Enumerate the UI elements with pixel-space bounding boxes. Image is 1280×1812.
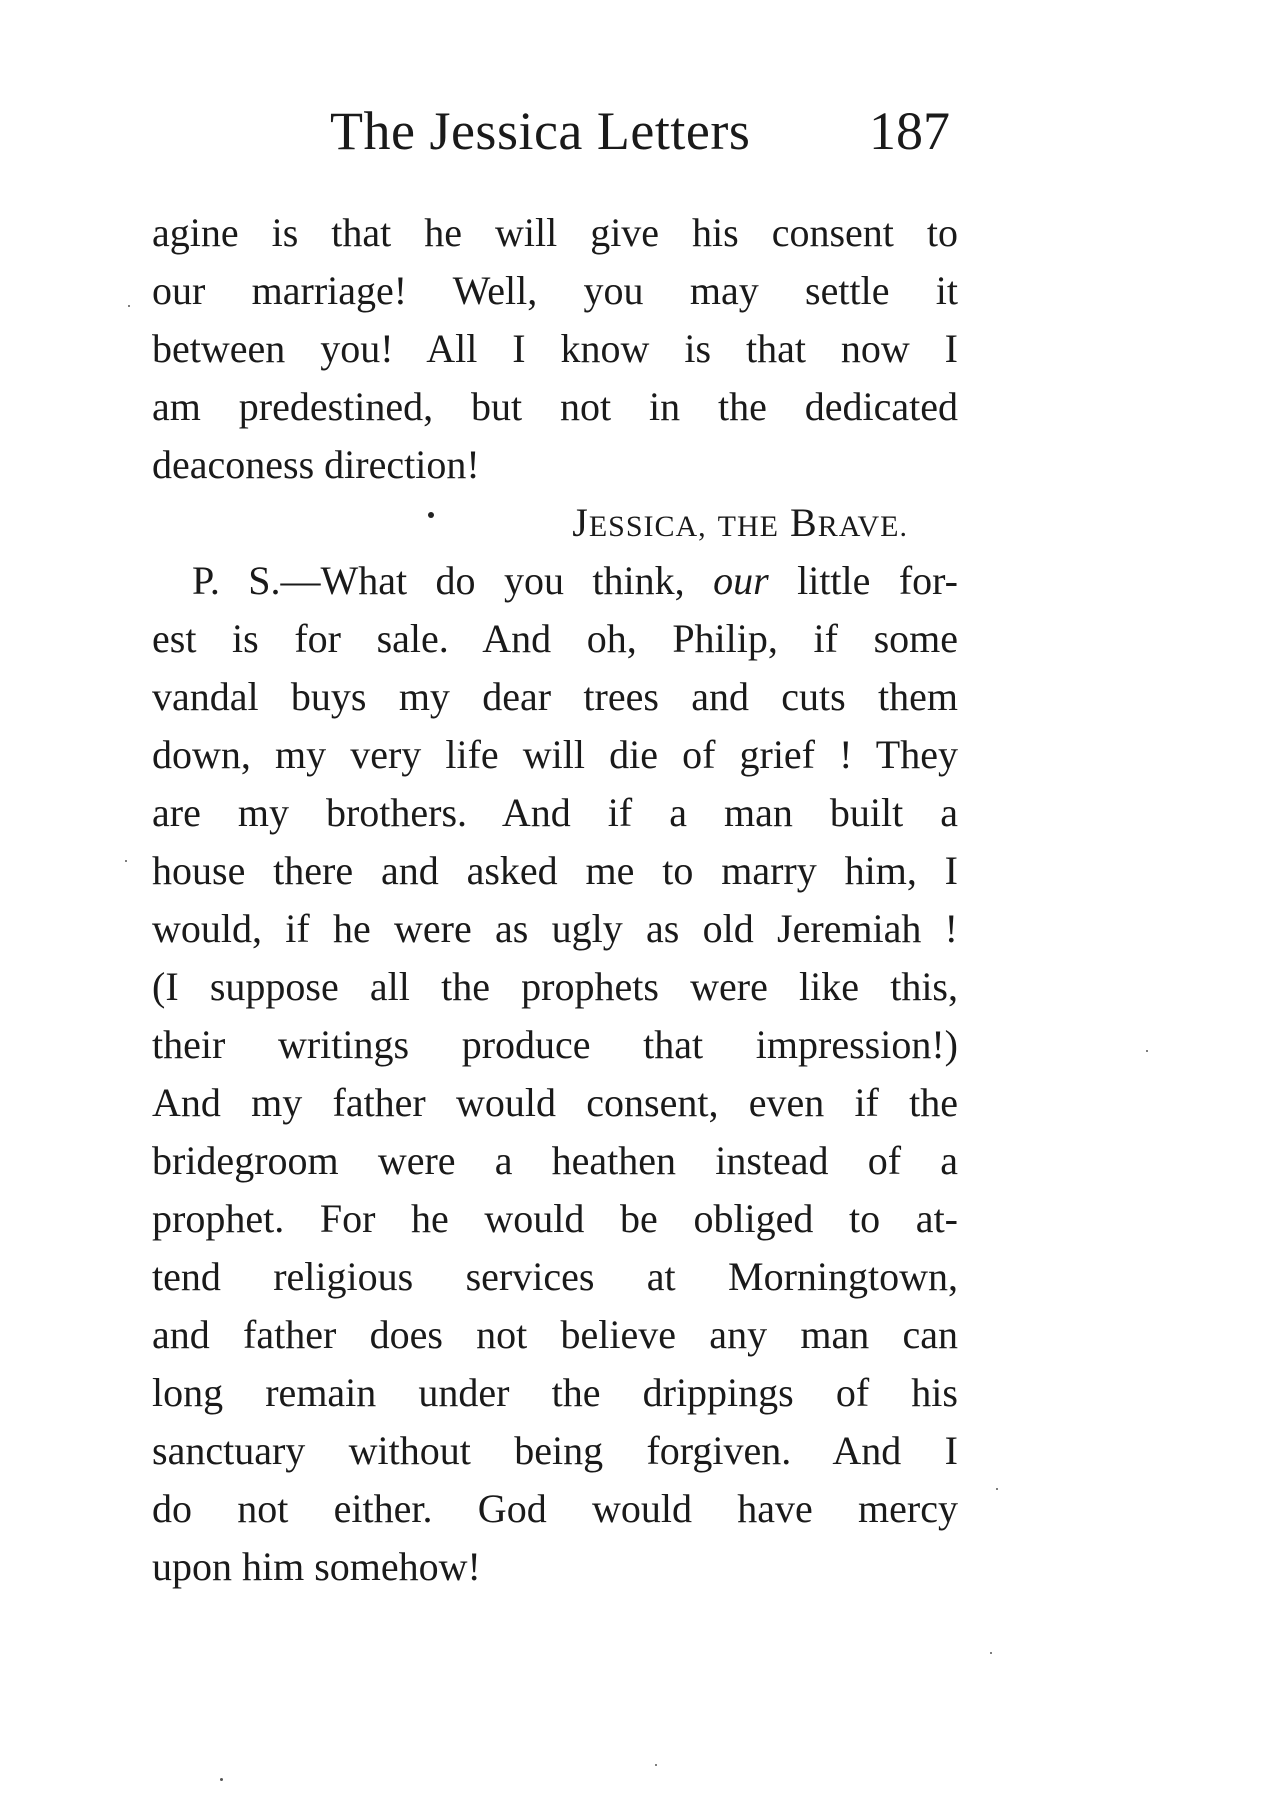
text-line: their writings produce that impression!) bbox=[152, 1022, 958, 1067]
signature-initial-j: J bbox=[572, 500, 589, 545]
postscript-emphasis: our bbox=[713, 558, 769, 603]
text-line: and father does not believe any man can bbox=[152, 1312, 958, 1357]
text-line: do not either. God would have mercy bbox=[152, 1486, 958, 1531]
postscript-lead: P. S.—What do you think, bbox=[192, 558, 714, 603]
ink-speck bbox=[220, 1778, 223, 1781]
signature bbox=[152, 494, 958, 552]
text-line: tend religious services at Morningtown, bbox=[152, 1254, 958, 1299]
ink-speck bbox=[655, 1764, 657, 1766]
ink-speck bbox=[1146, 1050, 1148, 1052]
text-line: sanctuary without being forgiven. And I bbox=[152, 1428, 958, 1473]
text-line: And my father would consent, even if the bbox=[152, 1080, 958, 1125]
text-line: are my brothers. And if a man built a bbox=[152, 790, 958, 835]
signature-initial-b: B bbox=[790, 500, 818, 545]
text-line: between you! All I know is that now I bbox=[152, 326, 958, 371]
text-line: deaconess direction! bbox=[152, 442, 480, 487]
ink-speck bbox=[125, 860, 127, 862]
text-line: am predestined, but not in the dedicated bbox=[152, 384, 958, 429]
body-text bbox=[152, 204, 958, 1596]
signature-essica: ESSICA, bbox=[588, 510, 707, 543]
text-line: prophet. For he would be obliged to at- bbox=[152, 1196, 958, 1241]
text-line: agine is that he will give his consent to bbox=[152, 210, 958, 255]
text-line: long remain under the drippings of his bbox=[152, 1370, 958, 1415]
text-line: vandal buys my dear trees and cuts them bbox=[152, 674, 958, 719]
text-line: down, my very life will die of grief ! They bbox=[152, 732, 958, 777]
ink-speck bbox=[996, 1488, 998, 1490]
ink-speck bbox=[990, 1652, 992, 1654]
page-number: 187 bbox=[869, 101, 950, 161]
signature-rave: RAVE. bbox=[817, 510, 908, 543]
text-line: house there and asked me to marry him, I bbox=[152, 848, 958, 893]
page-header bbox=[330, 96, 950, 166]
ink-speck bbox=[428, 512, 434, 518]
running-title: The Jessica Letters bbox=[330, 101, 751, 161]
text-line: our marriage! Well, you may settle it bbox=[152, 268, 958, 313]
ink-speck bbox=[128, 305, 130, 307]
text-line: est is for sale. And oh, Philip, if some bbox=[152, 616, 958, 661]
text-line: bridegroom were a heathen instead of a bbox=[152, 1138, 958, 1183]
text-line: upon him somehow! bbox=[152, 1544, 481, 1589]
text-line: would, if he were as ugly as old Jeremiah ! bbox=[152, 906, 958, 951]
signature-the: THE bbox=[717, 510, 779, 543]
postscript-rest: little for- bbox=[768, 558, 959, 603]
text-line: (I suppose all the prophets were like this, bbox=[152, 964, 958, 1009]
postscript-first-line bbox=[152, 552, 958, 610]
